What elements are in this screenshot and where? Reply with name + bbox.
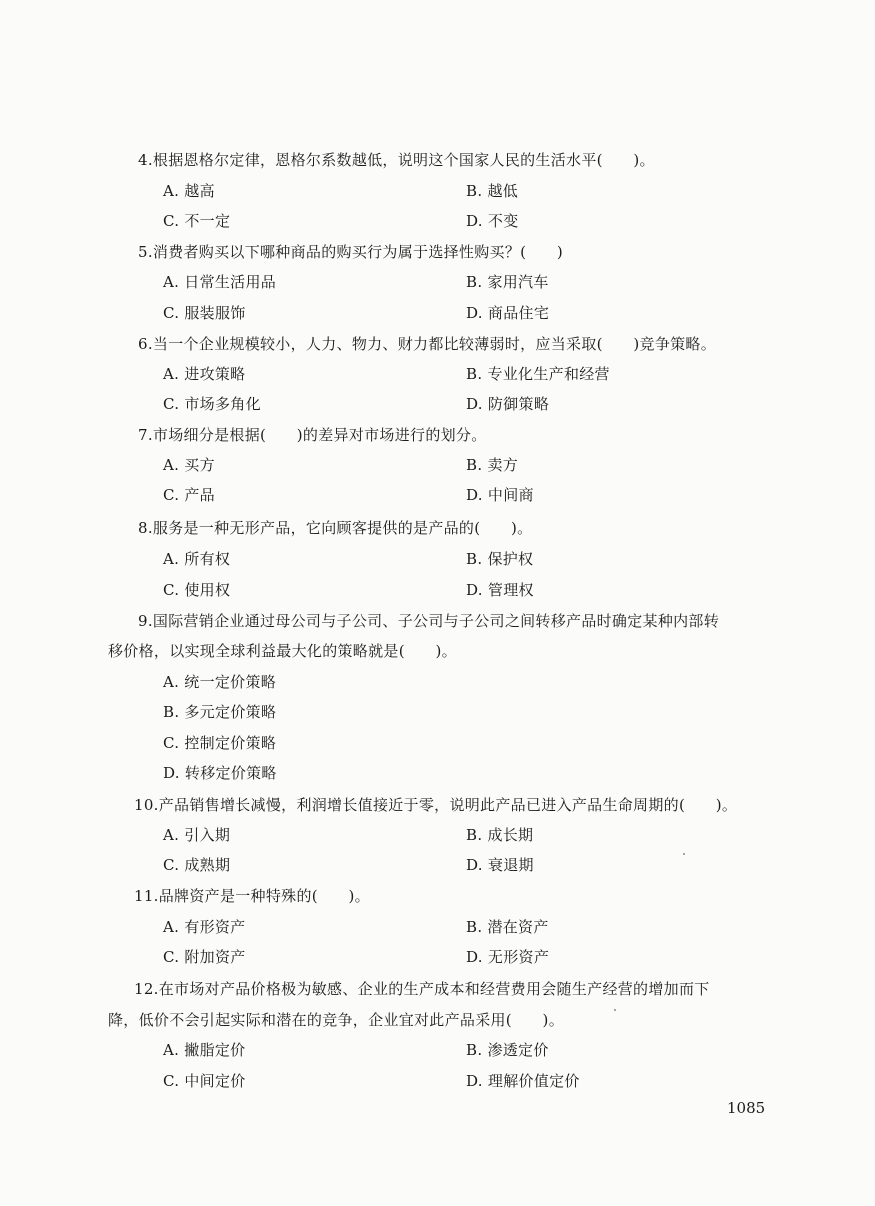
question-9-stem-line1: 9.国际营销企业通过母公司与子公司、子公司与子公司之间转移产品时确定某种内部转 [138,612,720,630]
question-6-option-b: B. 专业化生产和经营 [466,365,610,383]
question-7-stem: 7.市场细分是根据( )的差异对市场进行的划分。 [138,426,487,444]
question-4-option-b: B. 越低 [466,182,519,200]
question-6-option-a: A. 进攻策略 [163,365,246,383]
question-9-option-b: B. 多元定价策略 [163,703,277,721]
question-7-option-a: A. 买方 [163,456,215,474]
question-10-option-d: D. 衰退期 [466,856,534,874]
question-12-option-a: A. 撇脂定价 [163,1041,246,1059]
question-10-stem: 10.产品销售增长减慢，利润增长值接近于零，说明此产品已进入产品生命周期的( )。 [134,796,738,814]
question-10-option-a: A. 引入期 [163,826,231,844]
question-6-option-c: C. 市场多角化 [163,395,261,413]
question-7-option-b: B. 卖方 [466,456,519,474]
scan-speck [614,1009,616,1011]
question-9-stem-line2: 移价格，以实现全球利益最大化的策略就是( )。 [108,642,457,660]
question-5-option-c: C. 服装服饰 [163,304,246,322]
scan-speck [683,853,685,855]
question-10-option-b: B. 成长期 [466,826,534,844]
question-6-option-d: D. 防御策略 [466,395,550,413]
question-7-option-d: D. 中间商 [466,486,534,504]
question-8-option-a: A. 所有权 [163,550,231,568]
question-9-option-d: D. 转移定价策略 [163,764,277,782]
question-8-stem: 8.服务是一种无形产品，它向顾客提供的是产品的( )。 [138,519,533,537]
question-4-option-a: A. 越高 [163,182,215,200]
page-number: 1085 [727,1099,766,1117]
question-11-option-c: C. 附加资产 [163,948,246,966]
question-8-option-c: C. 使用权 [163,581,231,599]
question-11-option-a: A. 有形资产 [163,918,246,936]
question-8-option-b: B. 保护权 [466,550,534,568]
question-9-option-a: A. 统一定价策略 [163,673,277,691]
question-6-stem: 6.当一个企业规模较小，人力、物力、财力都比较薄弱时，应当采取( )竞争策略。 [138,335,717,353]
question-12-option-c: C. 中间定价 [163,1072,246,1090]
question-5-option-b: B. 家用汽车 [466,273,549,291]
question-11-option-b: B. 潜在资产 [466,918,549,936]
question-12-stem-line1: 12.在市场对产品价格极为敏感、企业的生产成本和经营费用会随生产经营的增加而下 [134,980,710,998]
question-4-option-c: C. 不一定 [163,212,231,230]
question-12-option-d: D. 理解价值定价 [466,1072,580,1090]
question-5-option-a: A. 日常生活用品 [163,273,277,291]
question-10-option-c: C. 成熟期 [163,856,231,874]
question-11-stem: 11.品牌资产是一种特殊的( )。 [134,887,370,905]
question-11-option-d: D. 无形资产 [466,948,550,966]
question-5-stem: 5.消费者购买以下哪种商品的购买行为属于选择性购买？( ) [138,243,564,261]
question-4-option-d: D. 不变 [466,212,519,230]
question-12-stem-line2: 降，低价不会引起实际和潜在的竞争，企业宜对此产品采用( )。 [108,1011,565,1029]
question-9-option-c: C. 控制定价策略 [163,734,277,752]
question-8-option-d: D. 管理权 [466,581,534,599]
question-7-option-c: C. 产品 [163,486,215,504]
question-12-option-b: B. 渗透定价 [466,1041,549,1059]
question-5-option-d: D. 商品住宅 [466,304,550,322]
question-4-stem: 4.根据恩格尔定律，恩格尔系数越低，说明这个国家人民的生活水平( )。 [138,151,655,169]
